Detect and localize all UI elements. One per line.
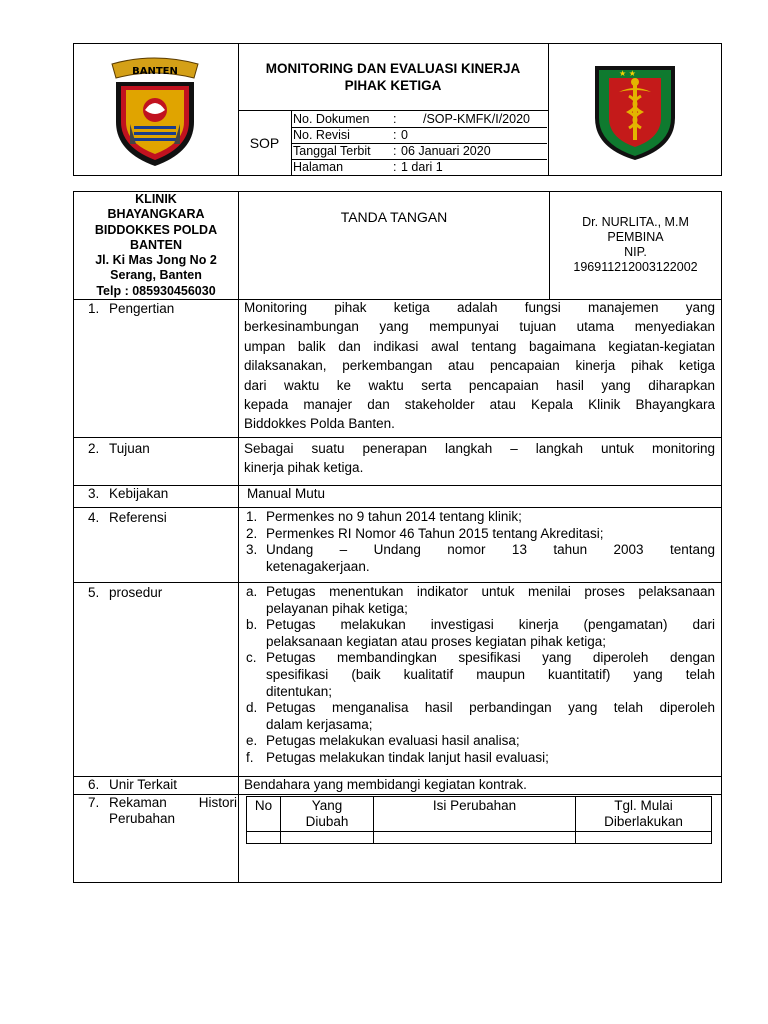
- list-item: d. Petugas menganalisa hasil perbandingan yang telah diperoleh dalam kerjasama;: [246, 700, 715, 732]
- nip-number: 196911212003122002: [573, 260, 698, 274]
- history-col-tgl-mulai: Tgl. Mulai Diberlakukan: [604, 798, 683, 829]
- meta-colon: :: [393, 128, 397, 142]
- document-title: [238, 44, 548, 111]
- signature-heading: TANDA TANGAN: [340, 209, 448, 225]
- history-col-no: No: [247, 797, 281, 843]
- text-line: umpan balik dan indikasi awal tentang bagaimana kegiatan-kegiatan: [244, 338, 715, 354]
- change-history-table: [246, 796, 712, 844]
- list-item: f. Petugas melakukan tindak lanjut hasil evaluasi;: [246, 749, 549, 765]
- text-line: dari waktu ke waktu serta pencapaian hasil yang diharapkan: [244, 377, 715, 393]
- clinic-identity-block: [74, 192, 238, 299]
- text-line: Sebagai suatu penerapan langkah – langkah untuk monitoring: [244, 441, 715, 456]
- meta-key: Tanggal Terbit: [293, 144, 371, 158]
- section-content-prosedur: [244, 584, 715, 767]
- sop-label: SOP: [238, 111, 292, 175]
- text-line: dilaksanakan, perkembangan atau pencapaian kinerja pihak ketiga: [244, 358, 715, 374]
- meta-row-no-revisi: [291, 127, 547, 144]
- signatory-block: [550, 215, 721, 275]
- list-item: 1. Permenkes no 9 tahun 2014 tentang klinik;: [246, 509, 522, 524]
- section-content-referensi: [244, 509, 715, 575]
- meta-value: 1 dari 1: [401, 160, 443, 174]
- list-item: 2. Permenkes RI Nomor 46 Tahun 2015 tentang Akreditasi;: [246, 525, 604, 541]
- kedokteran-kesehatan-logo: [549, 44, 721, 175]
- signatory-role: PEMBINA: [607, 230, 664, 244]
- document-meta: [291, 111, 547, 175]
- clinic-line: KLINIK: [135, 192, 177, 206]
- text-line: kepada manajer dan stakeholder atau Kepala Klinik Bhayangkara: [244, 396, 715, 412]
- meta-row-halaman: [291, 159, 547, 175]
- list-item: 3. Undang – Undang nomor 13 tahun 2003 tentang ketenagakerjaan.: [246, 542, 715, 574]
- clinic-line: Jl. Ki Mas Jong No 2: [95, 253, 217, 268]
- meta-row-tanggal-terbit: [291, 143, 547, 160]
- list-item: b. Petugas melakukan investigasi kinerja (pengamatan) dari pelaksanaan kegiatan atau proses kegiatan pihak ketiga;: [246, 617, 715, 649]
- header-right-logo-cell: [549, 44, 721, 175]
- title-line-2: PIHAK KETIGA: [344, 78, 442, 93]
- section-content-unit-terkait: Bendahara yang membidangi kegiatan kontrak.: [244, 777, 527, 792]
- meta-value: 06 Januari 2020: [401, 144, 491, 158]
- list-item: a. Petugas menentukan indikator untuk menilai proses pelaksanaan pelayanan pihak ketiga;: [246, 584, 715, 616]
- signatory-name: Dr. NURLITA., M.M: [582, 215, 689, 229]
- section-content-pengertian: [244, 298, 715, 434]
- clinic-phone: Telp : 085930456030: [96, 283, 216, 298]
- text-line: kinerja pihak ketiga.: [244, 460, 364, 476]
- clinic-line: Serang, Banten: [110, 268, 202, 283]
- text-line: Biddokkes Polda Banten.: [244, 416, 395, 432]
- clinic-line: BHAYANGKARA: [107, 207, 205, 222]
- clinic-line: BANTEN: [129, 237, 183, 252]
- meta-row-no-dokumen: [291, 111, 547, 128]
- meta-key: Halaman: [293, 160, 344, 174]
- history-col-yang-diubah: Yang Diubah: [281, 797, 374, 843]
- meta-colon: :: [393, 112, 397, 126]
- logo-banner-text: BANTEN: [132, 66, 178, 77]
- meta-colon: :: [393, 144, 397, 158]
- section-content-kebijakan: Manual Mutu: [247, 486, 326, 501]
- meta-colon: :: [393, 160, 397, 174]
- meta-key: No. Revisi: [293, 128, 350, 142]
- header-middle-cell: [238, 44, 549, 175]
- nip-label: NIP.: [624, 245, 647, 259]
- clinic-line: BIDDOKKES POLDA: [94, 222, 218, 237]
- history-col-isi-perubahan: Isi Perubahan: [374, 797, 576, 843]
- document-header-table: [73, 43, 722, 176]
- meta-key: No. Dokumen: [293, 112, 370, 126]
- header-left-logo-cell: [74, 44, 239, 175]
- section-content-tujuan: [244, 439, 715, 478]
- meta-value: 0: [401, 128, 408, 142]
- svg-text:★ ★: ★ ★: [619, 69, 636, 78]
- title-line-1: MONITORING DAN EVALUASI KINERJA: [265, 61, 521, 76]
- meta-value: /SOP-KMFK/I/2020: [423, 112, 530, 126]
- list-item: c. Petugas membandingkan spesifikasi yang diperoleh dengan spesifikasi (baik kualitatif maupun kuantitatif) yang telah ditentukan;: [246, 650, 715, 699]
- list-item: e. Petugas melakukan evaluasi hasil analisa;: [246, 733, 520, 749]
- polda-banten-logo: [74, 44, 238, 175]
- sop-content-table: KLINIK BHAYANGKARA BIDDOKKES POLDA BANTEN Jl. Ki Mas Jong No 2 Serang, Banten Telp : 085930456030 TANDA TANGAN Dr. NURLITA., M.M PEMBINA NIP. 196911212003122002 1. Pengertian Monitoring pihak ketiga adalah fungsi manajemen yang berkesinambungan yang mempunyai tujuan utama menyediakan umpan balik dan indikasi awal tentang bagaimana kegiatan-kegiatan dilaksanakan, perkembangan atau pencapaian kinerja pihak ketiga dari waktu ke waktu serta pencapaian hasil yang diharapkan kepada manajer dan stakeholder atau Kepala Klinik Bhayangkara Biddokkes Polda Banten. 2. Tujuan Sebagai suatu penerapan langkah – langkah untuk monitoring kinerja pihak ketiga. 3. Kebijakan Manual Mutu 4. Referensi 1. Permenkes no 9 tahun 2014 tentang klinik; 2. Permenkes RI Nomor 46 Tahun 2015 tentang Akreditasi; 3. Undang – Undang nomor 13 tahun 2003 tentang ketenagakerjaan. 5. prosedur a. Petugas menentukan indikator untuk menilai proses pelaksanaan pelayanan pihak ketiga; b. Petugas melakukan investigasi kinerja (pengamatan) dari pelaksanaan kegiatan atau proses kegiatan pihak ketiga; c. Petugas membandingkan spesifikasi yang diperoleh dengan spesifikasi (baik kualitatif maupun kuantitatif) yang telah ditentukan; d. Petugas menganalisa hasil perbandingan yang telah diperoleh dalam kerjasama; e. Petugas melakukan evaluasi hasil analisa; f. Petugas melakukan tindak lanjut hasil evaluasi; 6. Unir Terkait Bendahara yang membidangi kegiatan kontrak. 7. Rekaman Histori Perubahan No Yang Diubah Isi Perubahan Tgl. Mulai Diberlakukan: [73, 191, 722, 883]
- text-line: Monitoring pihak ketiga adalah fungsi manajemen yang: [244, 300, 715, 315]
- text-line: berkesinambungan yang mempunyai tujuan utama menyediakan: [244, 319, 715, 335]
